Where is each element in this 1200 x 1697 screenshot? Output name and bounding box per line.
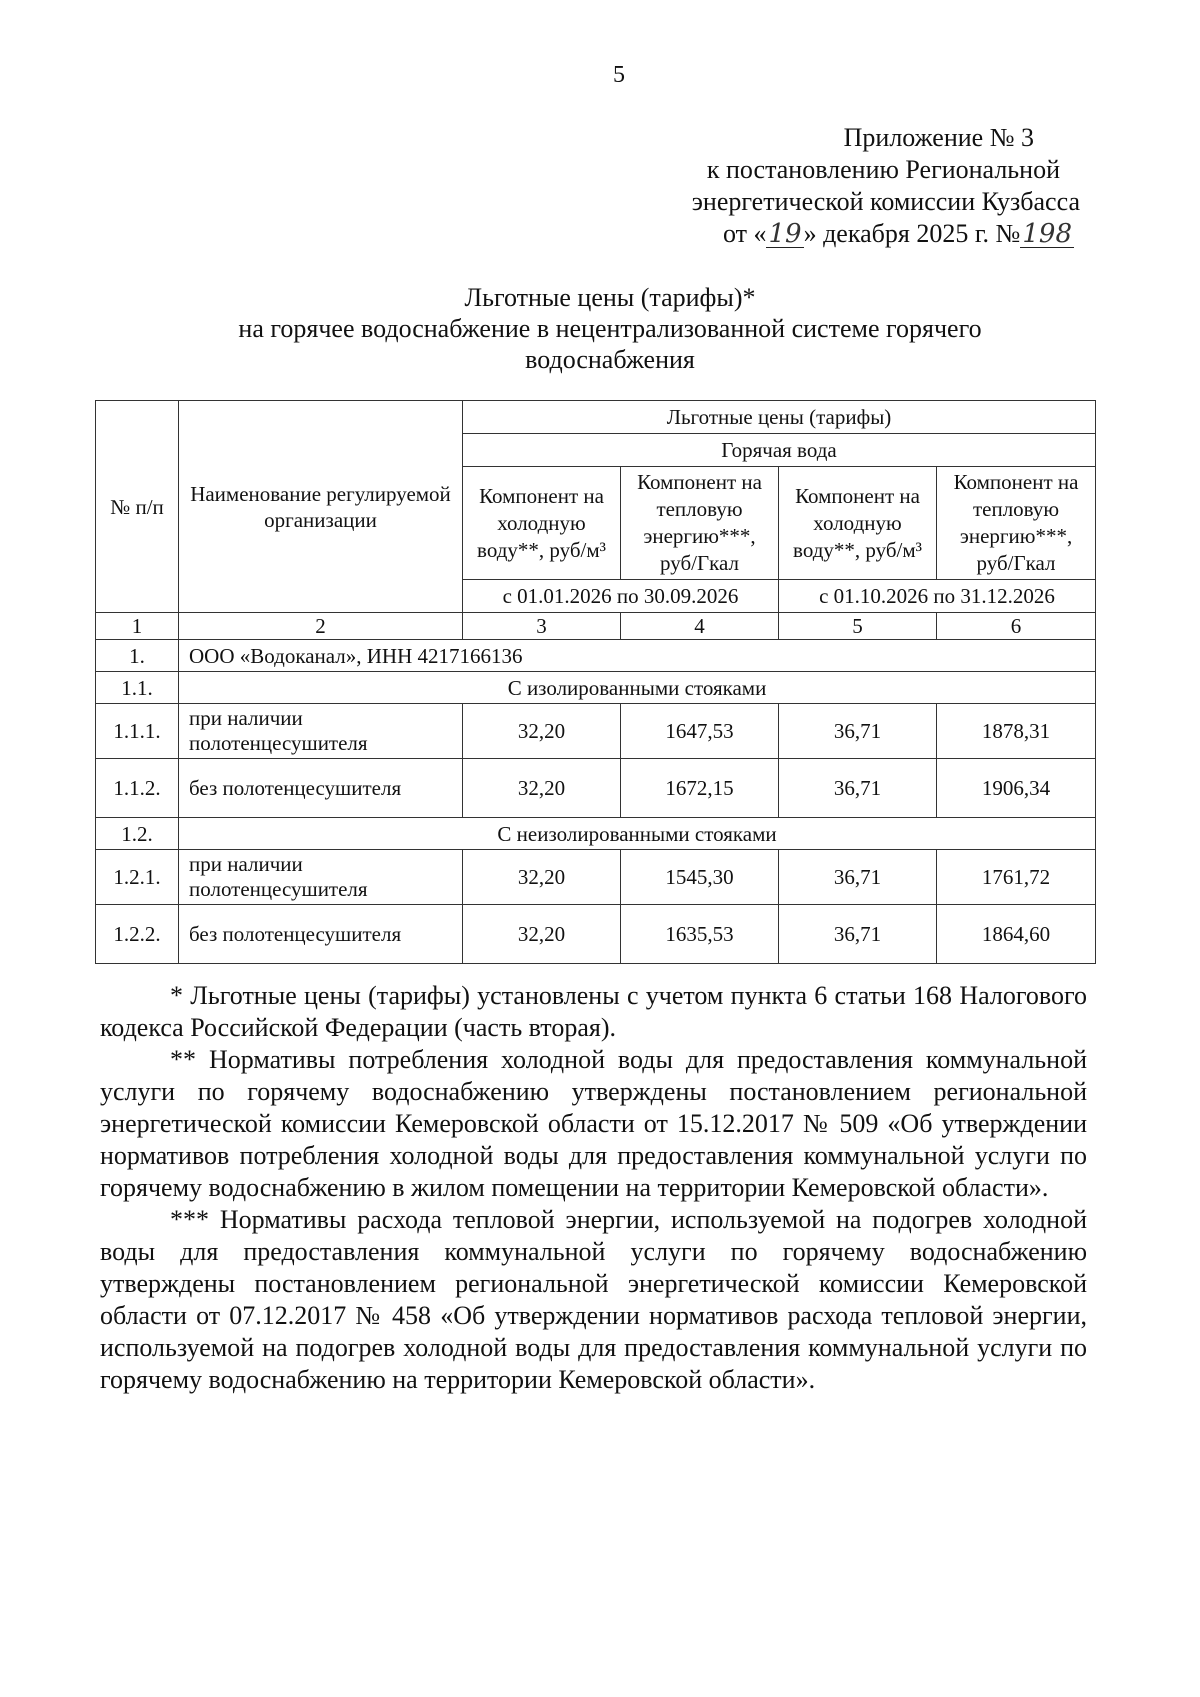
header-heat-component-1: Компонент на тепловую энергию***, руб/Гкал xyxy=(621,467,779,580)
row-num: 1.2.1. xyxy=(96,850,179,905)
header-row-prices xyxy=(96,401,1096,434)
page-number: 5 xyxy=(613,62,625,88)
header-prices: Льготные цены (тарифы) xyxy=(463,401,1096,434)
cell-cold-water-period-1: 32,20 xyxy=(463,905,621,964)
appendix-resolution: к постановлению Региональной xyxy=(706,155,1060,184)
table-row xyxy=(96,905,1096,964)
table-row xyxy=(96,704,1096,759)
section-row-uninsulated xyxy=(96,818,1096,850)
header-cold-water-component-1: Компонент на холодную воду**, руб/м³ xyxy=(463,467,621,580)
cell-heat-period-2: 1878,31 xyxy=(937,704,1096,759)
section-title: С неизолированными стояками xyxy=(179,818,1096,850)
section-row-insulated xyxy=(96,672,1096,704)
row-num: 1.2.2. xyxy=(96,905,179,964)
footnote-2: ** Нормативы потребления холодной воды для предоставления коммунальной услуги по горячему водоснабжению утверждены постановлением региональной энергетической комиссии Кемеровской области от 15.12.2017 № 509 «Об утверждении нормативов потребления холодной воды для предоставления коммунальной услуги по горячему водоснабжению в жилом помещении на территории Кемеровской области». xyxy=(100,1045,1087,1202)
header-cold-water-component-2: Компонент на холодную воду**, руб/м³ xyxy=(779,467,937,580)
title-line-3: водоснабжения xyxy=(525,345,695,374)
date-suffix: » декабря 2025 г. № xyxy=(803,219,1021,248)
section-num: 1.1. xyxy=(96,672,179,704)
cell-heat-period-1: 1672,15 xyxy=(621,759,779,818)
handwritten-date-day: 19 xyxy=(768,219,802,249)
table-row xyxy=(96,850,1096,905)
organization-num: 1. xyxy=(96,640,179,672)
column-number: 5 xyxy=(779,613,937,640)
cell-cold-water-period-2: 36,71 xyxy=(779,759,937,818)
header-period-2: с 01.10.2026 по 31.12.2026 xyxy=(779,580,1096,613)
appendix-date-line xyxy=(600,218,1080,250)
date-prefix: от « xyxy=(722,219,767,248)
appendix-commission: энергетической комиссии Кузбасса xyxy=(691,187,1080,216)
cell-cold-water-period-1: 32,20 xyxy=(463,850,621,905)
cell-heat-period-2: 1761,72 xyxy=(937,850,1096,905)
tariff-table xyxy=(95,400,1096,964)
section-num: 1.2. xyxy=(96,818,179,850)
table-row xyxy=(96,759,1096,818)
row-name: при наличии полотенцесушителя xyxy=(179,850,463,905)
header-organization: Наименование регулируемой организации xyxy=(179,401,463,613)
cell-heat-period-1: 1647,53 xyxy=(621,704,779,759)
cell-cold-water-period-1: 32,20 xyxy=(463,759,621,818)
row-name: без полотенцесушителя xyxy=(179,905,463,964)
row-num: 1.1.2. xyxy=(96,759,179,818)
cell-cold-water-period-2: 36,71 xyxy=(779,704,937,759)
cell-cold-water-period-2: 36,71 xyxy=(779,905,937,964)
column-number: 6 xyxy=(937,613,1096,640)
column-number: 4 xyxy=(621,613,779,640)
appendix-title: Приложение № 3 xyxy=(843,123,1034,152)
cell-heat-period-2: 1864,60 xyxy=(937,905,1096,964)
cell-heat-period-1: 1635,53 xyxy=(621,905,779,964)
handwritten-resolution-number: 198 xyxy=(1022,219,1072,249)
header-num: № п/п xyxy=(96,401,179,613)
cell-cold-water-period-2: 36,71 xyxy=(779,850,937,905)
cell-heat-period-2: 1906,34 xyxy=(937,759,1096,818)
organization-row xyxy=(96,640,1096,672)
header-period-1: с 01.01.2026 по 30.09.2026 xyxy=(463,580,779,613)
row-name: при наличии полотенцесушителя xyxy=(179,704,463,759)
cell-heat-period-1: 1545,30 xyxy=(621,850,779,905)
column-number: 3 xyxy=(463,613,621,640)
cell-cold-water-period-1: 32,20 xyxy=(463,704,621,759)
footnote-3: *** Нормативы расхода тепловой энергии, используемой на подогрев холодной воды для предоставления коммунальной услуги по горячему водоснабжению утверждены постановлением региональной энергетической комиссии Кемеровской области от 07.12.2017 № 458 «Об утверждении нормативов расхода тепловой энергии, используемой на подогрев холодной воды для предоставления коммунальной услуги по горячему водоснабжению на территории Кемеровской области». xyxy=(100,1205,1087,1394)
appendix-header xyxy=(600,122,1080,250)
header-hot-water: Горячая вода xyxy=(463,434,1096,467)
organization-name: ООО «Водоканал», ИНН 4217166136 xyxy=(179,640,1096,672)
section-title: С изолированными стояками xyxy=(179,672,1096,704)
footnotes xyxy=(100,980,1087,1396)
title-line-2: на горячее водоснабжение в нецентрализованной системе горячего xyxy=(238,314,982,343)
column-number: 2 xyxy=(179,613,463,640)
document-title xyxy=(180,282,1040,375)
row-num: 1.1.1. xyxy=(96,704,179,759)
footnote-1: * Льготные цены (тарифы) установлены с учетом пункта 6 статьи 168 Налогового кодекса Российской Федерации (часть вторая). xyxy=(100,981,1087,1042)
title-line-1: Льготные цены (тарифы)* xyxy=(464,283,756,312)
column-number: 1 xyxy=(96,613,179,640)
header-heat-component-2: Компонент на тепловую энергию***, руб/Гкал xyxy=(937,467,1096,580)
row-name: без полотенцесушителя xyxy=(179,759,463,818)
column-number-row xyxy=(96,613,1096,640)
